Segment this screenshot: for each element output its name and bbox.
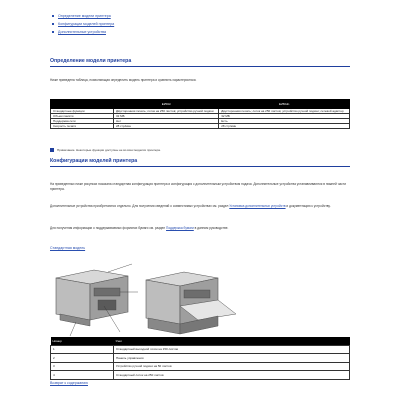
table-header: Узел (114, 337, 350, 345)
bullet-icon (52, 23, 54, 25)
table-header-row (51, 337, 350, 345)
table-cell: 3 (51, 362, 114, 371)
printer-standard-illustration (56, 264, 138, 336)
back-to-contents-link[interactable]: Возврат к содержанию (50, 381, 88, 385)
table-cell: Объем памяти (51, 114, 114, 119)
section-divider (50, 66, 350, 67)
table-cell: 2 (51, 354, 114, 363)
table-header: E250dn (219, 100, 350, 109)
table-cell: Двусторонняя печать; лоток на 250 листов; устройство ручной подачи (114, 109, 219, 114)
table-row (51, 345, 350, 354)
table-cell: 28 стр/мин (219, 124, 350, 129)
bullet-icon (52, 15, 54, 17)
table-cell: Устройство ручной подачи на 50 листов (114, 362, 350, 371)
paragraph-text: Дополнительные устройства приобретаются отдельно. Для получения сведений о совместимых устройствах см. раздел (50, 204, 230, 208)
config-paragraph-1: На приведенных ниже рисунках показана стандартная конфигурация принтера и конфигурация с дополнительным устройством подачи. Дополнительные устройства устанавливаются в нижней части принтера. (50, 182, 346, 191)
note (50, 148, 161, 152)
config-paragraph-2 (50, 204, 350, 209)
section-divider (50, 166, 350, 167)
table-cell: 28 стр/мин (114, 124, 219, 129)
table-cell: Скорость печати (51, 124, 114, 129)
paragraph-text: Для получения информации о поддерживаемых форматах бумаги см. раздел (50, 226, 167, 230)
paragraph-text: и документацию к устройству. (285, 204, 331, 208)
table-row (51, 362, 350, 371)
table-row (51, 124, 350, 129)
table-cell: 4 (51, 371, 114, 380)
table-of-contents (52, 12, 114, 36)
printer-configurations-figure (50, 258, 240, 342)
paper-support-link[interactable]: Поддержка бумаги (166, 226, 194, 230)
table-cell: Двусторонняя печать; лоток на 250 листов; устройство ручной подачи; сетевой адаптер (219, 109, 350, 114)
toc-item[interactable] (52, 12, 114, 20)
table-header: Номер (51, 337, 114, 345)
toc-link[interactable]: Определение модели принтера (58, 14, 111, 18)
toc-link[interactable]: Конфигурации моделей принтера (58, 22, 115, 26)
table-cell: Стандартные функции (51, 109, 114, 114)
install-options-link[interactable]: Установка дополнительных устройств (229, 204, 286, 208)
note-icon (50, 148, 54, 152)
table-row (51, 371, 350, 380)
table-cell: Панель управления (114, 354, 350, 363)
printer-with-tray-illustration (146, 272, 236, 334)
table-cell: 1 (51, 345, 114, 354)
note-text: Примечание. Некоторые функции доступны не во всех моделях принтера. (57, 148, 161, 152)
table-header: E250d (114, 100, 219, 109)
paragraph-text: в данном руководстве. (193, 226, 229, 230)
bullet-icon (52, 31, 54, 33)
table-cell: Есть (219, 119, 350, 124)
table-cell: Стандартный лоток на 250 листов (114, 371, 350, 380)
table-cell: Нет (114, 119, 219, 124)
toc-item[interactable] (52, 28, 114, 36)
callout-legend-table (50, 337, 350, 380)
toc-item[interactable] (52, 20, 114, 28)
table-cell: 32 МБ (114, 114, 219, 119)
table-cell: Поддержка сети (51, 119, 114, 124)
toc-link[interactable]: Дополнительные устройства (58, 30, 106, 34)
table-header-row (51, 100, 350, 109)
table-cell: Стандартный выходной лоток на 150 листов (114, 345, 350, 354)
table-cell: 32 МБ (219, 114, 350, 119)
table-header (51, 100, 114, 109)
model-comparison-table (50, 99, 350, 129)
table-row (51, 354, 350, 363)
section-title-configurations: Конфигурации моделей принтера (50, 158, 138, 164)
section-title-models: Определение модели принтера (50, 58, 132, 64)
figure-label[interactable]: Стандартная модель (50, 246, 86, 250)
section-intro: Ниже приведена таблица, позволяющая определить модель принтера и сравнить характеристики. (50, 78, 197, 82)
config-paragraph-3 (50, 226, 350, 231)
